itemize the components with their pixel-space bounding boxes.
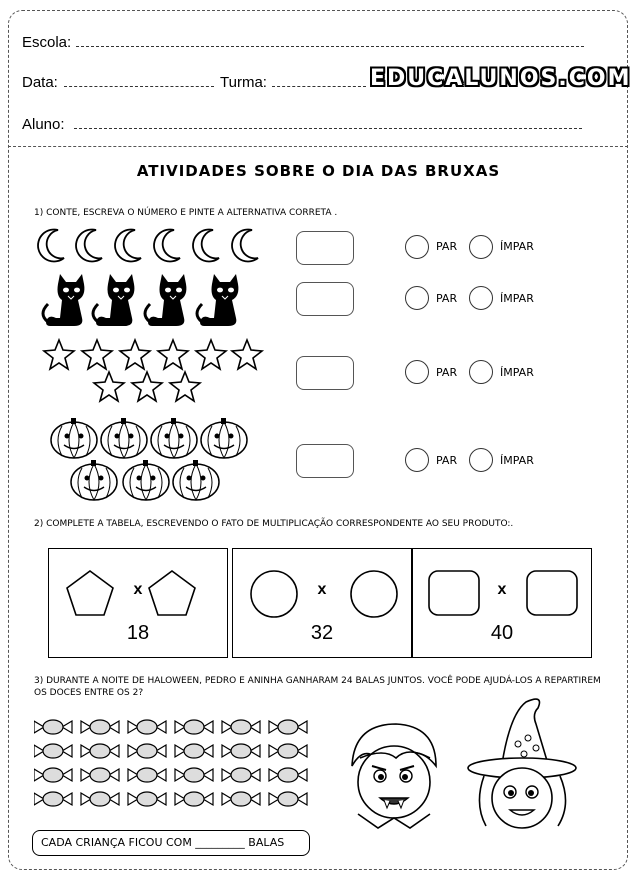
even-option-2[interactable] <box>405 286 429 310</box>
moon-group <box>36 226 276 266</box>
candy-icon <box>175 720 213 734</box>
candy-icon <box>222 768 260 782</box>
student-field[interactable] <box>74 128 582 129</box>
moon-icon <box>232 229 258 261</box>
question-2-prompt: 2) COMPLETE A TABELA, ESCREVENDO O FATO DE MULTIPLICAÇÃO CORRESPONDENTE AO SEU PRODUTO:. <box>34 519 514 529</box>
pumpkin-icon <box>123 460 169 500</box>
candy-icon <box>128 792 166 806</box>
count-answer-box-4[interactable] <box>296 444 354 478</box>
multiplication-cell-3[interactable] <box>412 548 592 658</box>
multiplication-cell-2[interactable] <box>232 548 412 658</box>
candy-icon <box>34 744 72 758</box>
moon-icon <box>115 229 141 261</box>
star-icon <box>44 340 74 369</box>
odd-label-4: ÍMPAR <box>500 454 534 467</box>
candy-icon <box>81 792 119 806</box>
count-answer-box-3[interactable] <box>296 356 354 390</box>
pumpkin-icon <box>101 418 147 458</box>
pumpkin-icon <box>151 418 197 458</box>
candy-icon <box>222 744 260 758</box>
times-sign: x <box>497 581 507 598</box>
star-icon <box>82 340 112 369</box>
candy-icon <box>269 720 307 734</box>
site-logo: EDUCALUNOS.COM <box>370 66 632 91</box>
cat-icon <box>145 274 186 326</box>
candy-icon <box>175 744 213 758</box>
odd-option-3[interactable] <box>469 360 493 384</box>
cat-icon <box>93 274 134 326</box>
candy-icon <box>269 792 307 806</box>
pumpkin-icon <box>173 460 219 500</box>
times-sign: x <box>133 581 143 598</box>
cat-group <box>38 272 248 328</box>
school-field[interactable] <box>76 46 584 47</box>
candy-icon <box>34 720 72 734</box>
count-answer-box-1[interactable] <box>296 231 354 265</box>
even-label-3: PAR <box>436 366 458 379</box>
even-label-2: PAR <box>436 292 458 305</box>
count-answer-box-2[interactable] <box>296 282 354 316</box>
star-icon <box>232 340 262 369</box>
moon-icon <box>76 229 102 261</box>
multiplication-cell-1[interactable] <box>48 548 228 658</box>
student-label: Aluno: <box>22 116 65 133</box>
candy-icon <box>269 768 307 782</box>
star-icon <box>158 340 188 369</box>
vampire-boy-illustration <box>344 718 444 838</box>
candy-icon <box>222 720 260 734</box>
page-title: ATIVIDADES SOBRE O DIA DAS BRUXAS <box>136 162 501 180</box>
cat-icon <box>43 274 84 326</box>
witch-girl-illustration <box>466 694 578 834</box>
candy-icon <box>81 720 119 734</box>
star-icon <box>132 372 162 401</box>
candy-icon <box>222 792 260 806</box>
odd-option-4[interactable] <box>469 448 493 472</box>
candy-icon <box>81 744 119 758</box>
pumpkin-icon <box>201 418 247 458</box>
even-option-1[interactable] <box>405 235 429 259</box>
even-label-1: PAR <box>436 240 458 253</box>
even-option-4[interactable] <box>405 448 429 472</box>
class-label: Turma: <box>220 74 267 91</box>
even-label-4: PAR <box>436 454 458 467</box>
question-3-prompt-line-2: OS DOCES ENTRE OS 2? <box>34 688 144 698</box>
candy-icon <box>34 768 72 782</box>
odd-label-2: ÍMPAR <box>500 292 534 305</box>
date-field[interactable] <box>64 86 214 87</box>
product-value: 40 <box>490 622 514 644</box>
product-value: 18 <box>126 622 150 644</box>
pumpkin-group <box>46 416 256 504</box>
odd-label-1: ÍMPAR <box>500 240 534 253</box>
odd-label-3: ÍMPAR <box>500 366 534 379</box>
header-separator <box>8 146 628 147</box>
pumpkin-icon <box>51 418 97 458</box>
candy-icon <box>128 744 166 758</box>
class-field[interactable] <box>272 86 366 87</box>
moon-icon <box>193 229 219 261</box>
candy-icon <box>81 768 119 782</box>
product-value: 32 <box>310 622 334 644</box>
school-label: Escola: <box>22 34 72 51</box>
candy-icon <box>128 720 166 734</box>
candy-icon <box>34 792 72 806</box>
star-icon <box>94 372 124 401</box>
even-option-3[interactable] <box>405 360 429 384</box>
candy-icon <box>128 768 166 782</box>
question-1-prompt: 1) CONTE, ESCREVA O NÚMERO E PINTE A ALTERNATIVA CORRETA . <box>34 208 338 218</box>
times-sign: x <box>317 581 327 598</box>
cat-icon <box>197 274 238 326</box>
candy-grid <box>34 718 324 818</box>
candy-icon <box>175 792 213 806</box>
question-3-prompt-line-1: 3) DURANTE A NOITE DE HALOWEEN, PEDRO E ANINHA GANHARAM 24 BALAS JUNTOS. VOCÊ PODE AJUDÁ-LOS A REPARTIREM <box>34 676 601 686</box>
answer-sentence-box[interactable]: CADA CRIANÇA FICOU COM _________ BALAS <box>32 830 310 856</box>
moon-icon <box>38 229 64 261</box>
odd-option-1[interactable] <box>469 235 493 259</box>
star-icon <box>196 340 226 369</box>
date-label: Data: <box>22 74 58 91</box>
star-icon <box>120 340 150 369</box>
moon-icon <box>154 229 180 261</box>
candy-icon <box>269 744 307 758</box>
star-group <box>42 338 272 404</box>
pumpkin-icon <box>71 460 117 500</box>
odd-option-2[interactable] <box>469 286 493 310</box>
star-icon <box>170 372 200 401</box>
candy-icon <box>175 768 213 782</box>
